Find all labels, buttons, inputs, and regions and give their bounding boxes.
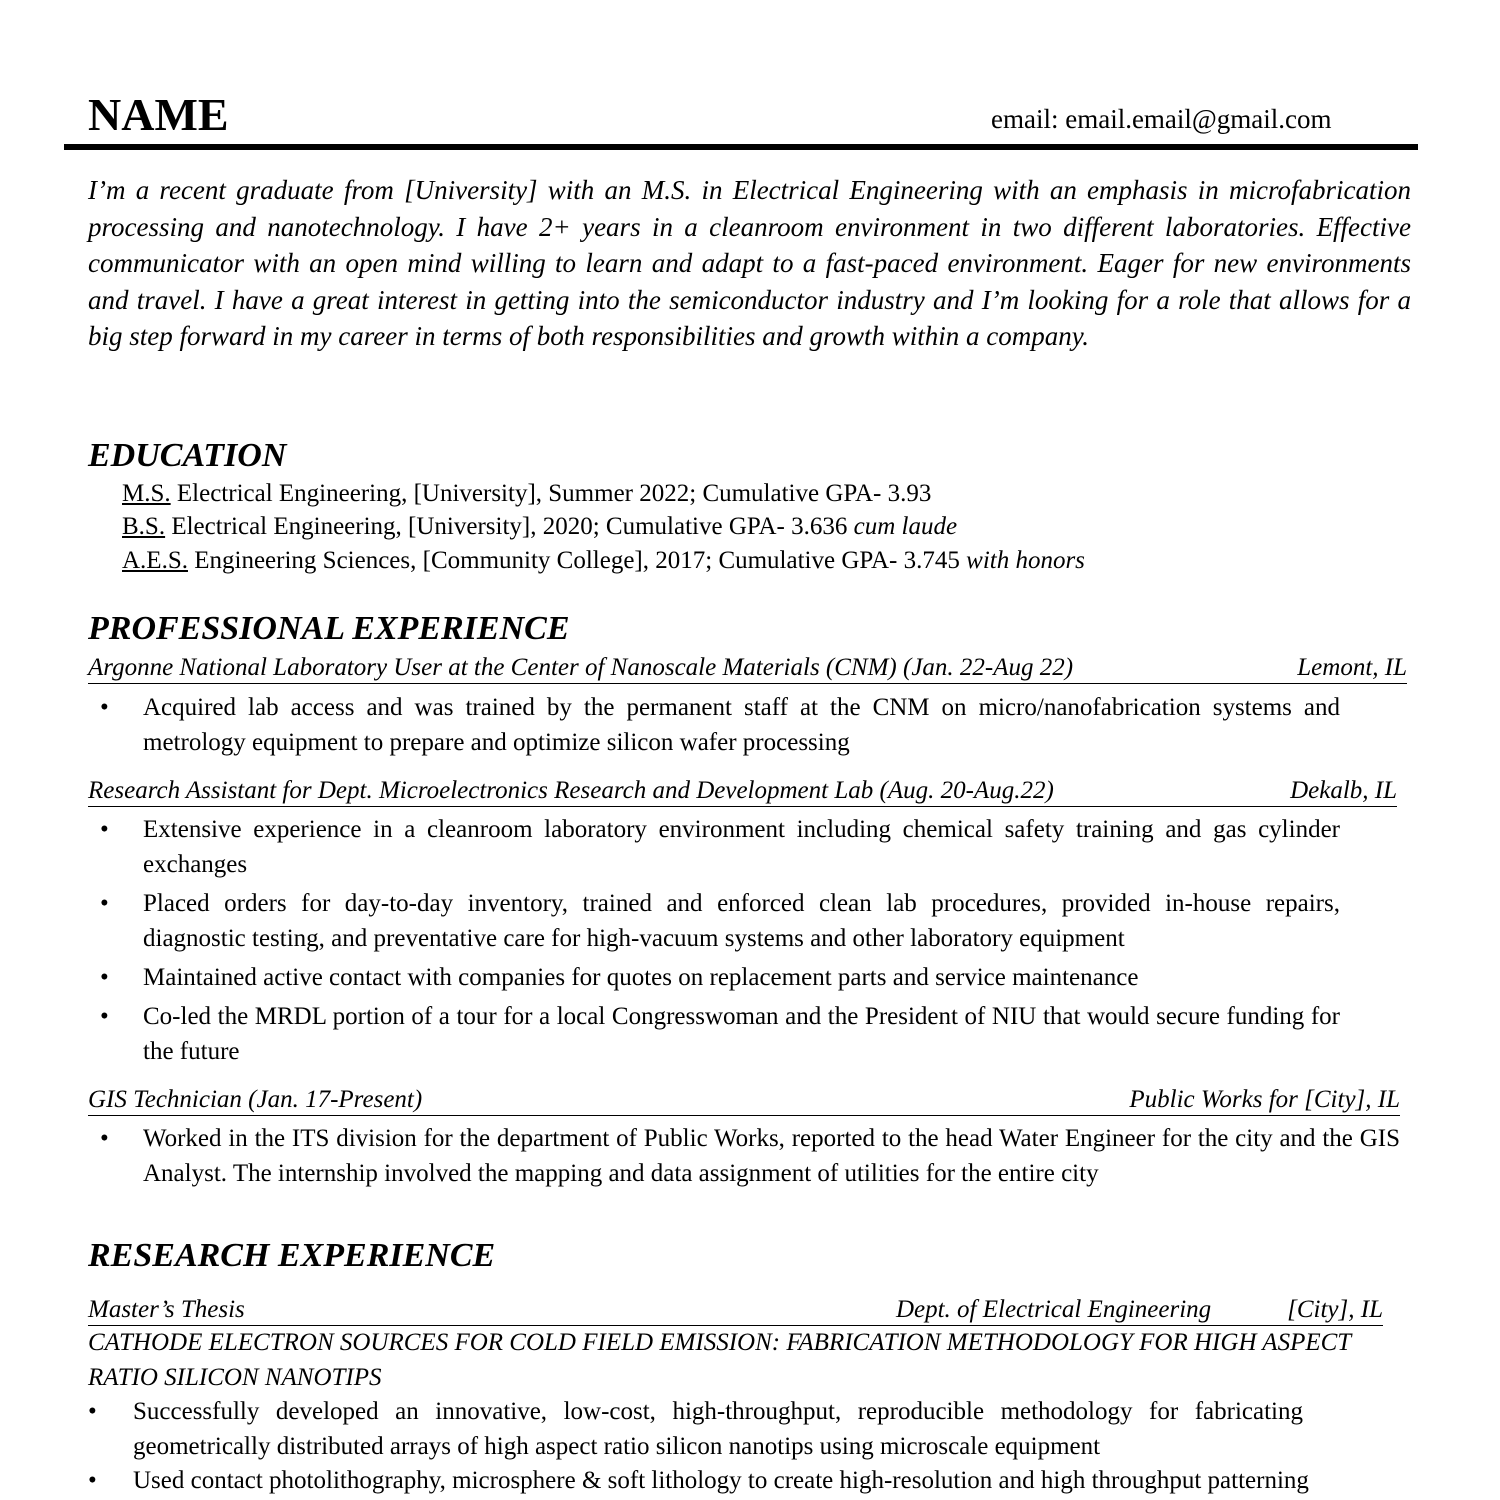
header-rule: [64, 144, 1418, 150]
job-location: Lemont, IL: [1297, 654, 1407, 681]
bullet-icon: •: [100, 1125, 109, 1152]
bullet-icon: •: [100, 694, 109, 721]
email: email: email.email@gmail.com: [991, 104, 1332, 134]
summary: I’m a recent graduate from [University] with an M.S. in Electrical Engineering with an emphasis in microfabrication processing and nanotechnology. I have 2+ years in a cleanroom environment in two different laboratories. Effective communicator with an open mind willing to learn and adapt to a fast-paced environment. Eager for new environments and travel. I have a great interest in getting into the semiconductor industry and I’m looking for a role that allows for a big step forward in my career in terms of both responsibilities and growth within a company.: [88, 175, 1411, 352]
research-header: [88, 1295, 1383, 1326]
research-title: Master’s Thesis: [88, 1296, 245, 1323]
education-detail: Engineering Sciences, [Community College], 2017; Cumulative GPA- 3.745: [187, 547, 967, 574]
bullet-text: Extensive experience in a cleanroom laboratory environment including chemical safety training and gas cylinder exchanges: [143, 816, 1340, 878]
research-heading: RESEARCH EXPERIENCE: [88, 1237, 496, 1274]
bullet-icon: •: [100, 964, 109, 991]
job-title: Argonne National Laboratory User at the Center of Nanoscale Materials (CNM) (Jan. 22-Aug 22): [88, 654, 1074, 681]
degree: B.S.: [122, 513, 166, 540]
research-dept: Dept. of Electrical Engineering: [895, 1296, 1212, 1323]
bullet-item: [100, 886, 1340, 956]
bullet-item: [100, 1121, 1400, 1191]
education-item: [122, 510, 957, 544]
job-header: [88, 653, 1407, 684]
honor: cum laude: [853, 513, 958, 540]
bullet-item: [100, 812, 1340, 882]
honor: with honors: [966, 547, 1085, 574]
bullet-text: Used contact photolithography, microsphere & soft lithology to create high-resolution and high throughput patterning: [133, 1467, 1309, 1494]
thesis-title: CATHODE ELECTRON SOURCES FOR COLD FIELD EMISSION: FABRICATION METHODOLOGY FOR HIGH ASPECT RATIO SILICON NANOTIPS: [88, 1329, 1351, 1391]
bullet-text: Placed orders for day-to-day inventory, trained and enforced clean lab procedures, provided in-house repairs, diagnostic testing, and preventative care for high-vacuum systems and other laboratory equipment: [143, 890, 1340, 952]
candidate-name: NAME: [88, 89, 229, 140]
job-location: Dekalb, IL: [1290, 777, 1397, 804]
bullet-item: [88, 1463, 1418, 1498]
bullet-text: Acquired lab access and was trained by the permanent staff at the CNM on micro/nanofabrication systems and metrology equipment to prepare and optimize silicon wafer processing: [143, 694, 1340, 756]
job-title: GIS Technician (Jan. 17-Present): [88, 1086, 423, 1113]
education-heading: EDUCATION: [88, 437, 287, 474]
bullet-icon: •: [100, 816, 109, 843]
bullet-item: [100, 999, 1340, 1069]
bullet-item: [88, 1394, 1413, 1464]
education-item: [122, 544, 1085, 578]
bullet-icon: •: [100, 890, 109, 917]
bullet-item: [100, 960, 1340, 995]
job-title: Research Assistant for Dept. Microelectronics Research and Development Lab (Aug. 20-Aug.22): [88, 777, 1054, 804]
degree: A.E.S.: [122, 547, 188, 574]
bullet-icon: •: [100, 1003, 109, 1030]
job-location: Public Works for [City], IL: [1129, 1086, 1400, 1113]
education-item: [122, 477, 931, 511]
job-header: [88, 776, 1397, 807]
professional-heading: PROFESSIONAL EXPERIENCE: [88, 610, 570, 647]
degree: M.S.: [122, 480, 171, 507]
bullet-icon: •: [88, 1398, 97, 1425]
bullet-text: Worked in the ITS division for the department of Public Works, reported to the head Water Engineer for the city and the GIS Analyst. The internship involved the mapping and data assignment of utilities for the entire city: [143, 1125, 1400, 1187]
bullet-icon: •: [88, 1467, 97, 1494]
job-header: [88, 1085, 1400, 1116]
bullet-text: Co-led the MRDL portion of a tour for a local Congresswoman and the President of NIU that would secure funding for the future: [143, 1003, 1340, 1065]
education-detail: Electrical Engineering, [University], Summer 2022; Cumulative GPA- 3.93: [170, 480, 932, 507]
bullet-item: [100, 690, 1340, 760]
education-detail: Electrical Engineering, [University], 2020; Cumulative GPA- 3.636: [165, 513, 854, 540]
bullet-text: Successfully developed an innovative, low-cost, high-throughput, reproducible methodology for fabricating geometrically distributed arrays of high aspect ratio silicon nanotips using microscale equipment: [133, 1398, 1303, 1460]
bullet-text: Maintained active contact with companies for quotes on replacement parts and service maintenance: [143, 964, 1139, 991]
research-location: [City], IL: [1287, 1296, 1383, 1323]
